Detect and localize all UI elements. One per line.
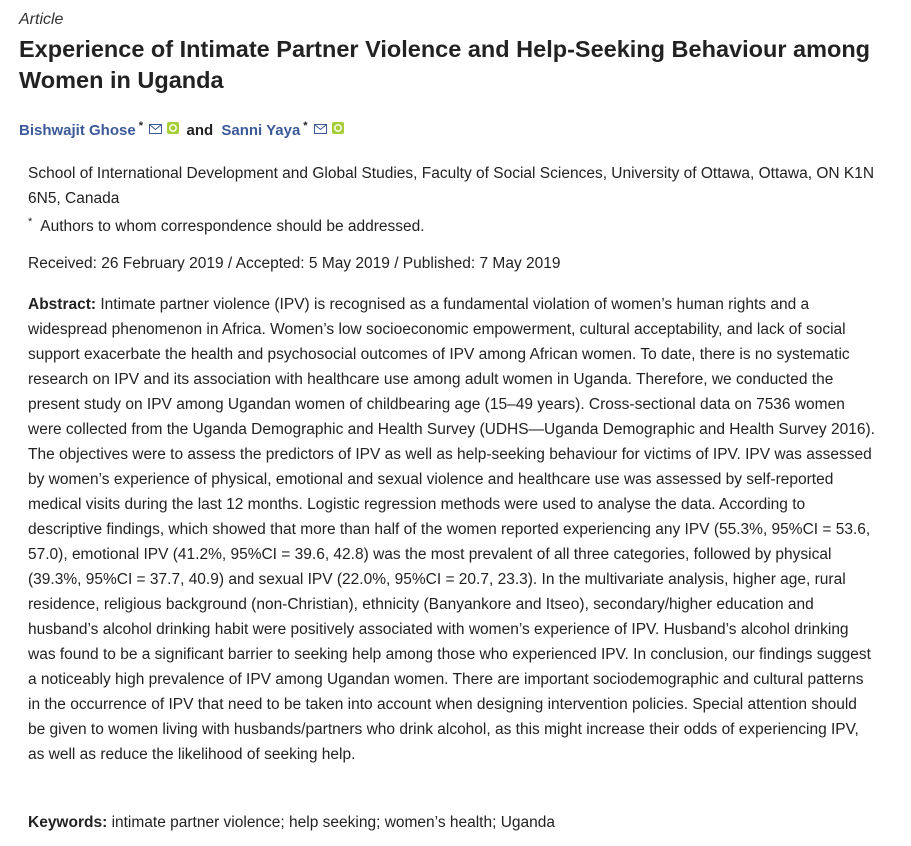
keywords-label: Keywords: [28, 814, 108, 831]
mail-icon[interactable] [314, 124, 327, 134]
author-separator: and [186, 122, 214, 139]
keywords [28, 810, 555, 835]
correspondence-note [28, 214, 425, 239]
abstract [28, 292, 878, 767]
publication-dates: Received: 26 February 2019 / Accepted: 5 May 2019 / Published: 7 May 2019 [28, 255, 561, 272]
keywords-text: intimate partner violence; help seeking; women’s health; Uganda [111, 814, 556, 831]
correspondence-text: Authors to whom correspondence should be addressed. [40, 218, 425, 235]
correspondence-marker: * [28, 215, 33, 228]
abstract-text: Intimate partner violence (IPV) is recognised as a fundamental violation of women’s human rights and a widespread phenomenon in Africa. Women’s low socioeconomic empowerment, cultural acceptability, and lack of social support exacerbate the health and psychosocial outcomes of IPV among African women. To date, there is no systematic research on IPV and its association with healthcare use among adult women in Uganda. Therefore, we conducted the present study on IPV among Ugandan women of childbearing age (15–49 years). Cross-sectional data on 7536 women were collected from the Uganda Demographic and Health Survey (UDHS—Uganda Demographic and Health Survey 2016). The objectives were to assess the predictors of IPV as well as help-seeking behaviour for victims of IPV. IPV was assessed by women’s experience of physical, emotional and sexual violence and healthcare use was assessed by self-reported medical visits during the last 12 months. Logistic regression methods were used to analyse the data. According to descriptive findings, which showed that more than half of the women reported experiencing any IPV (55.3%, 95%CI = 53.6, 57.0), emotional IPV (41.2%, 95%CI = 39.6, 42.8) was the most prevalent of all three categories, followed by physical (39.3%, 95%CI = 37.7, 40.9) and sexual IPV (22.0%, 95%CI = 20.7, 23.3). In the multivariate analysis, higher age, rural residence, religious background (non-Christian), ethnicity (Banyankore and Itseo), secondary/higher education and husband’s alcohol drinking habit were positively associated with women’s experience of IPV. Husband’s alcohol drinking was found to be a significant barrier to seeking help among those who experienced IPV. In conclusion, our findings suggest a noticeably high prevalence of IPV among Ugandan women. There are important sociodemographic and cultural patterns in the occurrence of IPV that need to be taken into account when designing intervention policies. Special attention should be given to women living with husbands/partners who drink alcohol, as this might increase their odds of experiencing IPV, as well as reduce the likelihood of seeking help. [28, 296, 875, 763]
orcid-icon[interactable] [332, 122, 344, 134]
article-type-label: Article [19, 11, 64, 28]
abstract-label: Abstract: [28, 296, 97, 313]
author-2-marker: * [303, 120, 308, 132]
orcid-icon[interactable] [167, 122, 179, 134]
author-link-1[interactable]: Bishwajit Ghose [19, 122, 136, 139]
article-title: Experience of Intimate Partner Violence and Help-Seeking Behaviour among Women in Uganda [19, 36, 871, 93]
author-list [19, 122, 344, 139]
author-1-marker: * [138, 120, 143, 132]
affiliation: School of International Development and Global Studies, Faculty of Social Sciences, University of Ottawa, Ottawa, ON K1N 6N5, Canada [28, 165, 875, 207]
author-link-2[interactable]: Sanni Yaya [221, 122, 301, 139]
mail-icon[interactable] [149, 124, 162, 134]
